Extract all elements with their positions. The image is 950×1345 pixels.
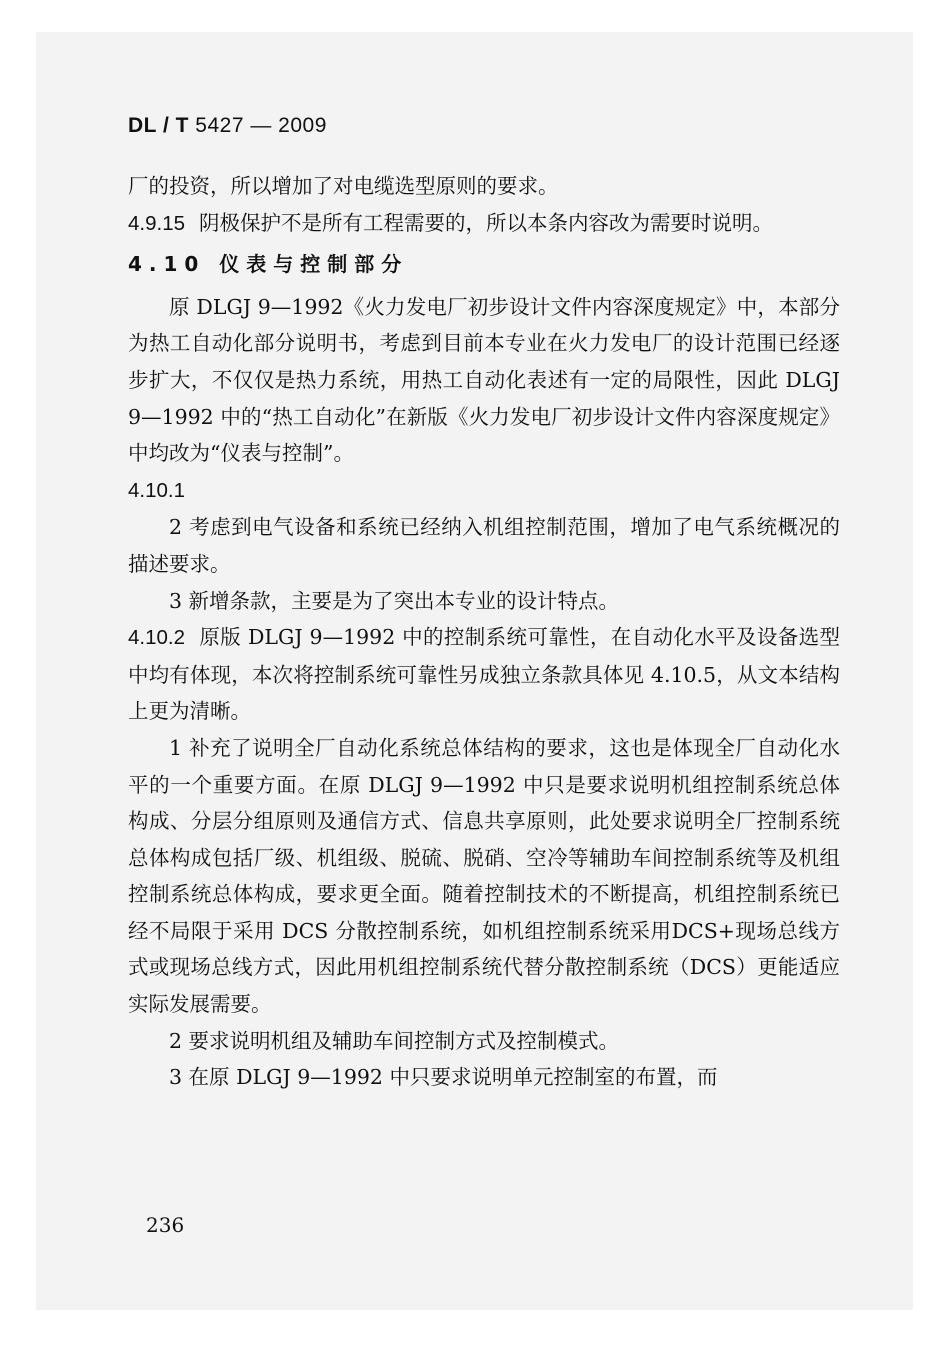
page-header xyxy=(128,114,327,138)
section-title: 4.10 仪表与控制部分 xyxy=(128,252,409,277)
standard-code: DL / T xyxy=(128,114,189,137)
clause-number: 4.10.2 xyxy=(128,626,185,650)
page-number: 236 xyxy=(146,1213,185,1237)
list-item: 2 考虑到电气设备和系统已经纳入机组控制范围，增加了电气系统概况的描述要求。 xyxy=(128,515,840,576)
clause-text: 原版 DLGJ 9—1992 中的控制系统可靠性，在自动化水平及设备选型中均有体现，本次将控制系统可靠性另成独立条款具体见 4.10.5，从文本结构上更为清晰。 xyxy=(128,625,840,724)
clause-4-10-2 xyxy=(128,619,840,730)
clause-4-9-15 xyxy=(128,205,840,243)
list-item: 1 补充了说明全厂自动化系统总体结构的要求，这也是体现全厂自动化水平的一个重要方面。在原 DLGJ 9—1992 中只是要求说明机组控制系统总体构成、分层分组原则及通信方式、信息共享原则，此处要求说明全厂控制系统总体构成包括厂级、机组级、脱硫、脱硝、空冷等辅助车间控制系统等及机组控制系统总体构成，要求更全面。随着控制技术的不断提高，机组控制系统已经不局限于采用 DCS 分散控制系统，如机组控制系统采用DCS+现场总线方式或现场总线方式，因此用机组控制系统代替分散控制系统（DCS）更能适应实际发展需要。 xyxy=(128,735,840,1017)
clause-number: 4.10.1 xyxy=(128,478,185,502)
list-item: 2 要求说明机组及辅助车间控制方式及控制模式。 xyxy=(169,1028,620,1053)
paragraph-intro: 原 DLGJ 9—1992《火力发电厂初步设计文件内容深度规定》中，本部分为热工自动化部分说明书，考虑到目前本专业在火力发电厂的设计范围已经逐步扩大，不仅仅是热力系统，用热工自动化表述有一定的局限性，因此 DLGJ 9—1992 中的“热工自动化”在新版《火力发电厂初步设计文件内容深度规定》中均改为“仪表与控制”。 xyxy=(128,294,840,466)
document-body xyxy=(128,168,840,1096)
clause-4-10-1 xyxy=(128,472,840,510)
paragraph-continuation: 厂的投资，所以增加了对电缆选型原则的要求。 xyxy=(128,174,559,198)
clause-text: 阴极保护不是所有工程需要的，所以本条内容改为需要时说明。 xyxy=(199,210,773,235)
list-item: 3 在原 DLGJ 9—1992 中只要求说明单元控制室的布置，而 xyxy=(169,1065,718,1090)
list-item: 3 新增条款，主要是为了突出本专业的设计特点。 xyxy=(169,588,620,613)
standard-number: 5427 — 2009 xyxy=(195,114,327,137)
clause-number: 4.9.15 xyxy=(128,211,185,235)
